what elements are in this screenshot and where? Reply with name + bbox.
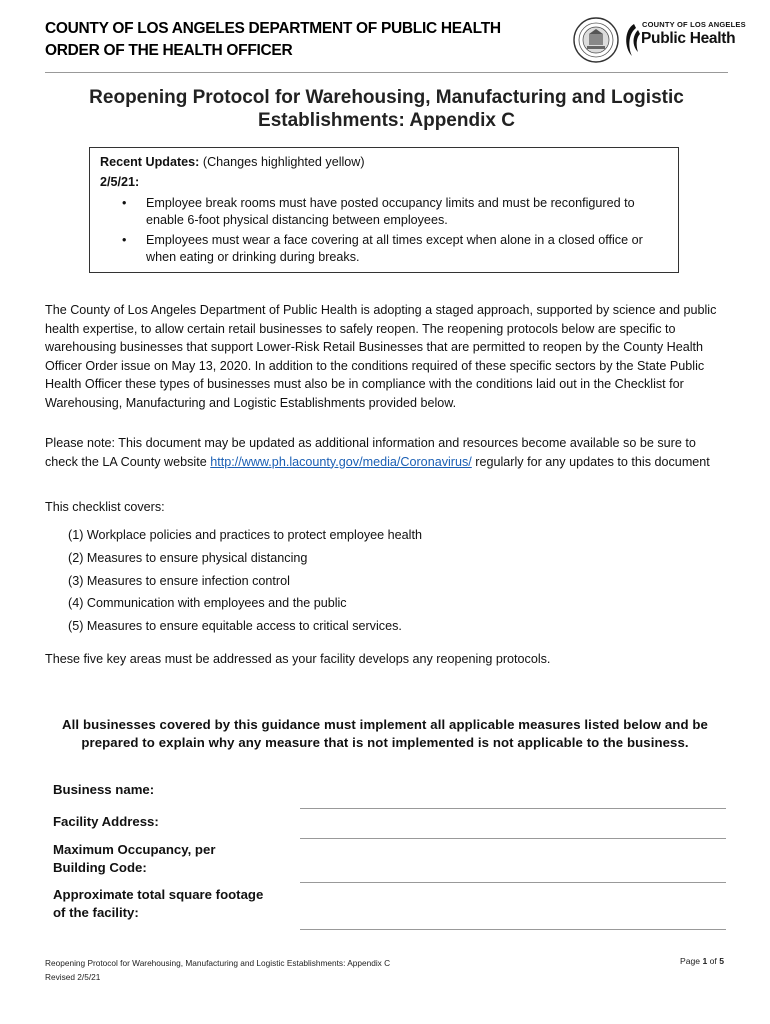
page-total: 5 bbox=[719, 956, 724, 966]
max-occupancy-line-1: Maximum Occupancy, per bbox=[53, 842, 216, 857]
logo-public-health-text: Public Health bbox=[641, 30, 736, 47]
update-item: • Employee break rooms must have posted occupancy limits and must be reconfigured to enable 6-foot physical distancing between employees. bbox=[146, 195, 668, 228]
footer-revised: Revised 2/5/21 bbox=[45, 972, 101, 982]
compliance-notice: All businesses covered by this guidance must implement all applicable measures listed below and be prepared to explain why any measure that is not implemented is not applicable to the business. bbox=[62, 717, 708, 751]
footer-doc-title: Reopening Protocol for Warehousing, Manufacturing and Logistic Establishments: Appendix C bbox=[45, 958, 391, 968]
recent-updates-heading bbox=[100, 154, 668, 171]
note-paragraph bbox=[45, 434, 725, 471]
page-title bbox=[45, 86, 728, 132]
square-footage-line-2: of the facility: bbox=[53, 905, 139, 920]
max-occupancy-label bbox=[53, 841, 298, 877]
update-date: 2/5/21: bbox=[100, 174, 140, 189]
header-divider bbox=[45, 72, 728, 73]
checklist-item: (4) Communication with employees and the public bbox=[68, 596, 347, 611]
update-item: • Employees must wear a face covering at all times except when alone in a closed office or when eating or drinking during breaks. bbox=[146, 232, 668, 265]
title-line-1: Reopening Protocol for Warehousing, Manufacturing and Logistic bbox=[89, 87, 684, 108]
page-current: 1 bbox=[702, 956, 708, 966]
recent-updates-label: Recent Updates: bbox=[100, 155, 200, 169]
checklist-intro: This checklist covers: bbox=[45, 500, 165, 514]
square-footage-line-1: Approximate total square footage bbox=[53, 887, 264, 902]
county-seal-icon bbox=[573, 17, 619, 63]
facility-address-field[interactable] bbox=[300, 838, 726, 839]
footer-document-info bbox=[45, 956, 390, 984]
title-line-2: Establishments: Appendix C bbox=[258, 110, 515, 131]
max-occupancy-line-2: Building Code: bbox=[53, 860, 147, 875]
checklist-item: (1) Workplace policies and practices to protect employee health bbox=[68, 528, 422, 542]
checklist-item: (3) Measures to ensure infection control bbox=[68, 573, 290, 588]
coronavirus-link[interactable]: http://www.ph.lacounty.gov/media/Coronavirus/ bbox=[210, 454, 472, 469]
checklist bbox=[68, 526, 422, 640]
page-label: Page bbox=[680, 956, 701, 966]
facility-address-label: Facility Address: bbox=[53, 814, 159, 829]
business-name-label: Business name: bbox=[53, 782, 155, 797]
header-department: COUNTY OF LOS ANGELES DEPARTMENT OF PUBLIC HEALTH bbox=[45, 20, 501, 37]
square-footage-field[interactable] bbox=[300, 929, 726, 930]
note-text-after: regularly for any updates to this document bbox=[471, 454, 710, 469]
page-of-label: of bbox=[709, 956, 717, 966]
intro-paragraph: The County of Los Angeles Department of Public Health is adopting a staged approach, supported by science and public health expertise, to allow certain retail businesses to safely reopen. The reopening protocols below are specific to warehousing businesses that support Lower-Risk Retail Businesses that are permitted to reopen by the County Health Officer Order issue on May 13, 2020. In addition to the conditions required of these specific sectors by the State Public Health Officer these types of businesses must also be in compliance with the conditions laid out in the Checklist for Warehousing, Manufacturing and Logistic Establishments provided below. bbox=[45, 303, 717, 410]
max-occupancy-field[interactable] bbox=[300, 882, 726, 883]
note-text-before: Please note: This document may be updated as additional information and resources become available so be sure to check the LA County website bbox=[45, 436, 696, 469]
update-list bbox=[100, 195, 668, 265]
checklist-item: (2) Measures to ensure physical distancing bbox=[68, 550, 308, 565]
square-footage-label bbox=[53, 886, 298, 922]
logo-county-text: COUNTY OF LOS ANGELES bbox=[642, 20, 746, 29]
recent-updates-box bbox=[89, 147, 679, 273]
page-number bbox=[680, 956, 724, 966]
business-name-field[interactable] bbox=[300, 808, 726, 809]
recent-updates-note: (Changes highlighted yellow) bbox=[199, 155, 365, 169]
checklist-item: (5) Measures to ensure equitable access to critical services. bbox=[68, 619, 402, 634]
header-order: ORDER OF THE HEALTH OFFICER bbox=[45, 42, 293, 59]
key-areas-paragraph: These five key areas must be addressed as your facility develops any reopening protocols. bbox=[45, 652, 551, 666]
